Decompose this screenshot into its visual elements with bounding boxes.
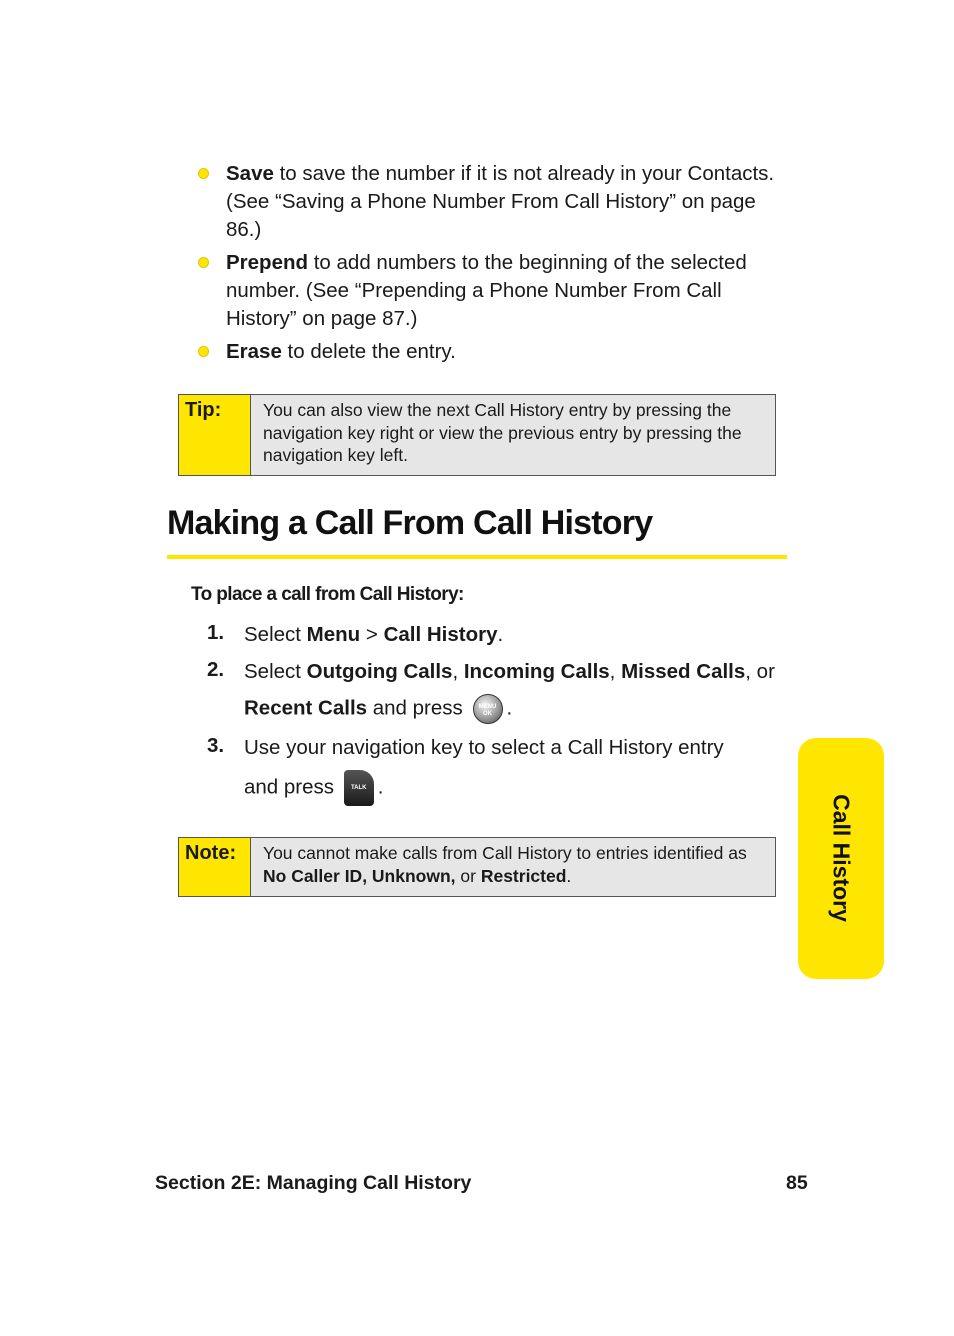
bullet-term: Erase bbox=[226, 340, 282, 363]
punctuation: . bbox=[506, 696, 513, 720]
page-title: Making a Call From Call History bbox=[167, 504, 653, 542]
step-number: 3. bbox=[207, 734, 225, 757]
note-label: Note: bbox=[179, 838, 251, 896]
bullet-save bbox=[198, 160, 783, 244]
step-number: 1. bbox=[207, 621, 225, 644]
step-text: , or bbox=[745, 660, 775, 683]
outgoing-calls-term: Outgoing Calls bbox=[306, 660, 453, 683]
punctuation: . bbox=[566, 865, 572, 886]
menu-term: Menu bbox=[306, 623, 361, 646]
heading-underline bbox=[167, 555, 787, 559]
note-box bbox=[178, 837, 776, 897]
page-number: 85 bbox=[786, 1172, 808, 1194]
step-text: and press bbox=[367, 696, 463, 720]
note-text-part: or bbox=[455, 865, 481, 886]
missed-calls-term: Missed Calls bbox=[621, 660, 746, 683]
restricted-term: Restricted bbox=[480, 865, 567, 886]
side-tab-label: Call History bbox=[828, 794, 855, 922]
step-number: 2. bbox=[207, 658, 225, 681]
step-text: Select bbox=[244, 623, 307, 646]
tip-text: You can also view the next Call History entry by pressing the navigation key right or view the previous entry by pressing the navigation key left. bbox=[263, 400, 742, 465]
bullet-prepend bbox=[198, 249, 783, 333]
key-label: OK bbox=[483, 711, 492, 717]
bullet-erase bbox=[198, 338, 783, 366]
punctuation: . bbox=[377, 775, 384, 799]
bullet-text: to delete the entry. bbox=[281, 340, 456, 363]
comma: , bbox=[609, 660, 622, 683]
bullet-term: Save bbox=[226, 162, 274, 185]
punctuation: . bbox=[497, 623, 504, 646]
procedure-subheading: To place a call from Call History: bbox=[191, 584, 464, 605]
menu-ok-key-icon bbox=[473, 694, 503, 724]
note-text-part: You cannot make calls from Call History to entries identified as bbox=[263, 843, 747, 863]
separator: > bbox=[360, 623, 384, 646]
step-2-line-2 bbox=[244, 694, 512, 724]
step-1 bbox=[244, 621, 503, 649]
talk-key-icon: TALK bbox=[344, 770, 374, 806]
bullet-dot-icon bbox=[198, 168, 209, 179]
step-3-line-1: Use your navigation key to select a Call History entry bbox=[244, 736, 724, 759]
no-caller-id-term: No Caller ID, Unknown, bbox=[263, 865, 456, 886]
step-3-line-2 bbox=[244, 770, 383, 806]
tip-box bbox=[178, 394, 776, 476]
call-history-term: Call History bbox=[383, 623, 498, 646]
step-text: and press bbox=[244, 775, 335, 799]
comma: , bbox=[452, 660, 464, 683]
note-text bbox=[251, 838, 775, 896]
bullet-dot-icon bbox=[198, 346, 209, 357]
footer-section-title: Section 2E: Managing Call History bbox=[155, 1172, 472, 1194]
incoming-calls-term: Incoming Calls bbox=[463, 660, 610, 683]
bullet-text: to save the number if it is not already in your Contacts. (See “Saving a Phone Number From Call History” on page 86.) bbox=[226, 162, 775, 241]
bullet-text: to add numbers to the beginning of the selected number. (See “Prepending a Phone Number From Call History” on page 87.) bbox=[226, 251, 747, 330]
step-text: Select bbox=[244, 660, 307, 683]
tip-label: Tip: bbox=[179, 395, 251, 475]
step-2-line-1 bbox=[244, 658, 775, 686]
bullet-term: Prepend bbox=[226, 251, 309, 274]
recent-calls-term: Recent Calls bbox=[244, 696, 368, 720]
bullet-dot-icon bbox=[198, 257, 209, 268]
key-label: MENU bbox=[478, 704, 497, 710]
